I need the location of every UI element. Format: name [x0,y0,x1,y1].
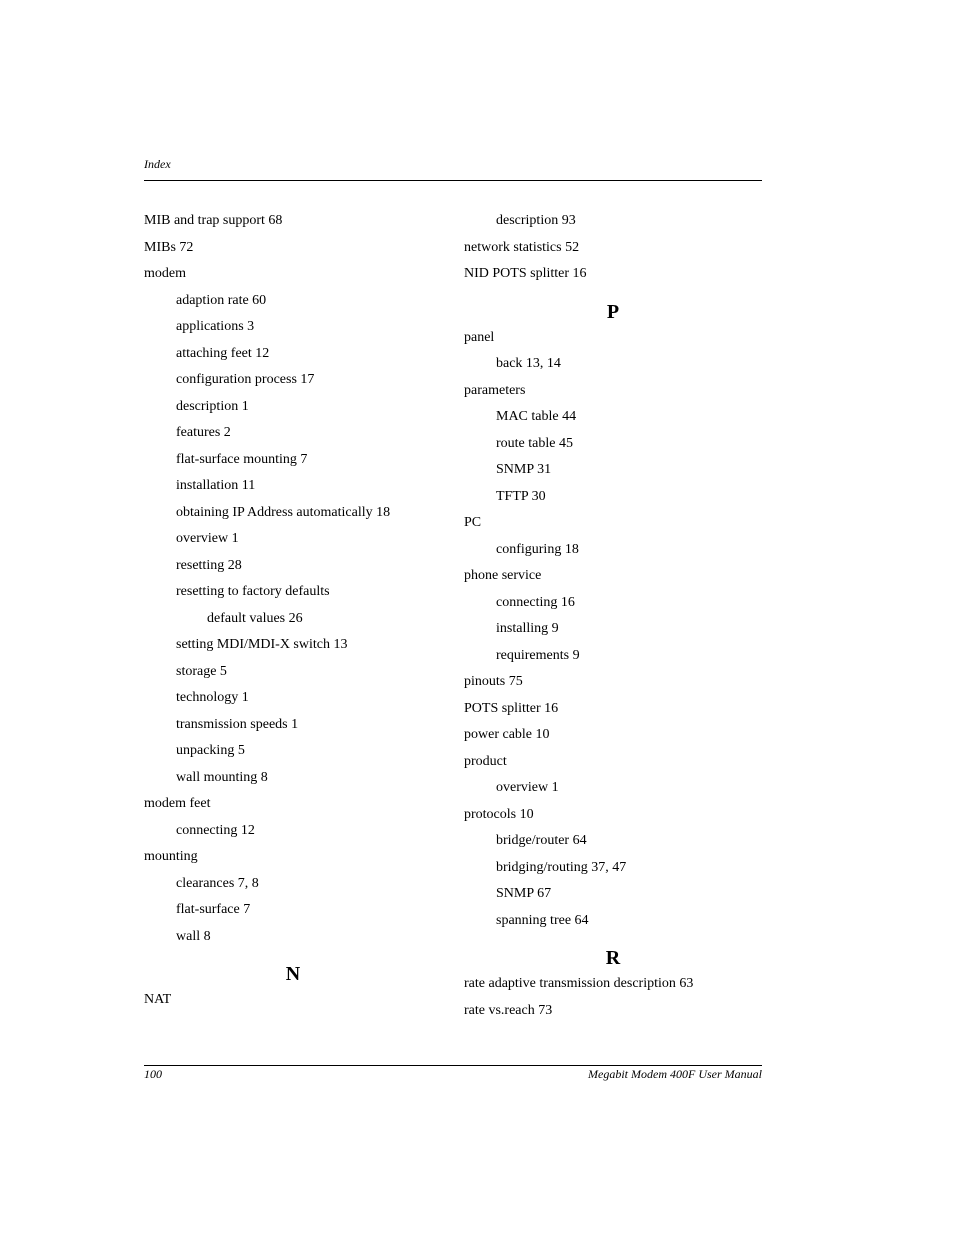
index-letter-heading-n: N [285,963,301,985]
index-entry: rate vs.reach 73 [464,1002,553,1018]
index-subentry: overview 1 [176,531,239,546]
index-subentry: overview 1 [496,780,559,795]
index-entry: product [464,753,507,769]
index-subentry: requirements 9 [496,647,580,663]
index-subentry: applications 3 [176,319,255,334]
index-subentry: setting MDI/MDI-X switch 13 [176,637,348,652]
index-subentry: installing 9 [496,621,559,636]
index-subentry: adaption rate 60 [176,292,267,308]
index-subentry: flat-surface 7 [176,902,251,917]
index-subentry: connecting 12 [176,822,255,838]
index-entry: protocols 10 [464,806,534,822]
index-subentry: transmission speeds 1 [176,716,299,732]
index-entry: POTS splitter 16 [464,700,559,716]
index-subentry: connecting 16 [496,594,575,610]
index-entry: NAT [144,992,172,1007]
index-subentry: SNMP 67 [496,886,552,901]
index-letter-heading-r: R [605,947,621,969]
index-subsubentry: default values 26 [207,610,303,626]
index-subentry: clearances 7, 8 [176,875,259,891]
index-subentry: features 2 [176,425,231,440]
index-subentry: configuring 18 [496,541,579,557]
index-subentry: storage 5 [176,663,227,679]
index-subentry: route table 45 [496,435,573,451]
index-subentry: flat-surface mounting 7 [176,451,308,467]
index-entry: rate adaptive transmission description 63 [464,976,694,991]
index-entry: mounting [144,849,198,864]
index-column-right [464,208,764,1024]
index-entry: power cable 10 [464,727,550,742]
index-subentry: description 1 [176,398,249,414]
index-subentry: MAC table 44 [496,409,577,424]
index-subentry: wall 8 [176,928,211,944]
index-subentry: TFTP 30 [496,488,546,504]
index-subentry: bridging/routing 37, 47 [496,859,627,875]
footer-rule [144,1065,762,1066]
index-column-left [144,208,444,1014]
index-entry: modem feet [144,796,211,811]
index-subentry: bridge/router 64 [496,833,587,848]
index-subentry: unpacking 5 [176,743,245,758]
index-entry: phone service [464,568,542,583]
index-letter-heading-p: P [606,300,620,323]
manual-title: Megabit Modem 400F User Manual [588,1067,762,1081]
index-entry: parameters [464,382,526,398]
index-subentry: installation 11 [176,478,256,493]
index-subentry: wall mounting 8 [176,769,268,785]
page-number: 100 [144,1067,162,1081]
header-rule [144,180,762,181]
index-subentry: obtaining IP Address automatically 18 [176,504,391,520]
index-entry: NID POTS splitter 16 [464,266,587,281]
index-entry: MIB and trap support 68 [144,213,283,228]
index-subentry: SNMP 31 [496,462,552,477]
index-subentry: resetting to factory defaults [176,584,330,599]
index-subentry: technology 1 [176,690,249,705]
index-subentry: description 93 [496,213,576,228]
index-entry: PC [464,515,482,530]
running-header: Index [144,157,171,171]
index-entry: pinouts 75 [464,674,523,689]
index-entry: panel [464,329,495,345]
index-subentry: back 13, 14 [496,356,561,371]
index-subentry: spanning tree 64 [496,912,589,928]
index-subentry: configuration process 17 [176,372,315,387]
index-subentry: attaching feet 12 [176,345,270,361]
index-entry: network statistics 52 [464,239,580,255]
index-entry: modem [144,266,186,281]
index-subentry: resetting 28 [176,557,242,573]
index-entry: MIBs 72 [144,239,194,255]
